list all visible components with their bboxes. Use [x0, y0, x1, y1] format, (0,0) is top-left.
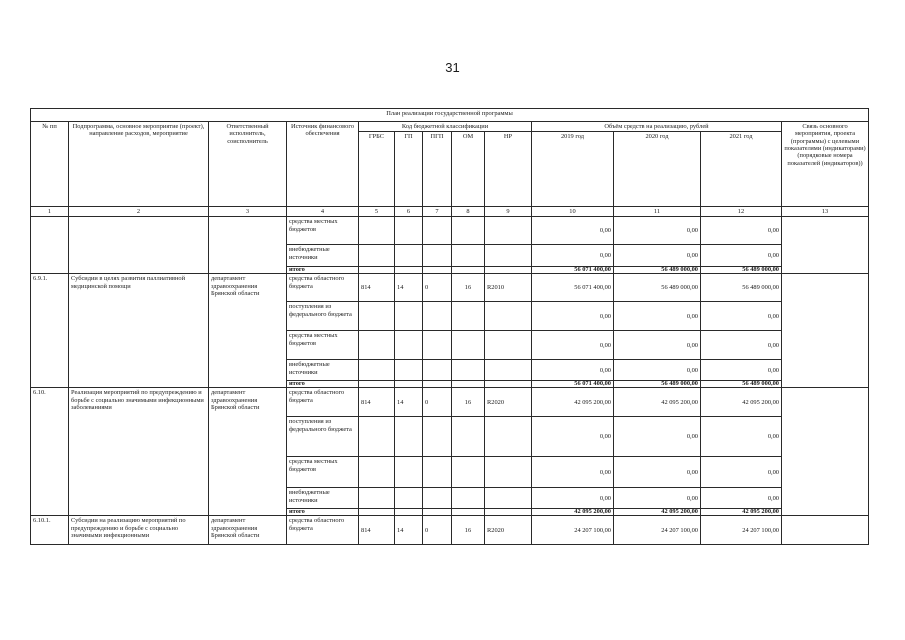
cell-grbs: 814: [359, 516, 395, 545]
cell-2019: 56 071 400,00: [532, 267, 614, 274]
cell-2020: 0,00: [614, 245, 701, 267]
col-num-2: 2: [69, 207, 209, 217]
cell-2020: 0,00: [614, 417, 701, 457]
cell-source: поступления из федерального бюджета: [287, 417, 359, 457]
header-np: НР: [485, 132, 532, 207]
header-2021: 2021 год: [701, 132, 782, 207]
cell-2019: 0,00: [532, 302, 614, 331]
col-num-6: 6: [395, 207, 423, 217]
cell-2020: 0,00: [614, 360, 701, 381]
cell-num: 6.10.1.: [31, 516, 69, 545]
header-source: Источник финансового обеспечения: [287, 122, 359, 207]
cell-2019: 24 207 100,00: [532, 516, 614, 545]
header-2020: 2020 год: [614, 132, 701, 207]
col-num-11: 11: [614, 207, 701, 217]
cell-num: 6.10.: [31, 388, 69, 516]
header-2019: 2019 год: [532, 132, 614, 207]
cell-2021: 56 489 000,00: [701, 267, 782, 274]
header-pgp: ПГП: [423, 132, 452, 207]
header-om: ОМ: [452, 132, 485, 207]
cell-link: [782, 217, 869, 274]
cell-source: средства местных бюджетов: [287, 457, 359, 488]
cell-2021: 56 489 000,00: [701, 381, 782, 388]
cell-2019: 0,00: [532, 217, 614, 245]
cell-source: средства местных бюджетов: [287, 331, 359, 360]
cell-2019: 0,00: [532, 331, 614, 360]
table-title: План реализации государственной программы: [31, 109, 869, 122]
cell-2021: 0,00: [701, 488, 782, 509]
cell-2021: 42 095 200,00: [701, 388, 782, 417]
cell-pgp: 0: [423, 274, 452, 302]
cell-source: итого: [287, 509, 359, 516]
col-num-5: 5: [359, 207, 395, 217]
cell-2021: 0,00: [701, 360, 782, 381]
table-row: [31, 217, 869, 245]
cell-2019: 0,00: [532, 417, 614, 457]
cell-2020: 0,00: [614, 302, 701, 331]
col-num-10: 10: [532, 207, 614, 217]
table-row: [31, 388, 869, 417]
cell-source: средства местных бюджетов: [287, 217, 359, 245]
cell-2019: 42 095 200,00: [532, 388, 614, 417]
header-row-1: [31, 122, 869, 132]
header-name: Подпрограмма, основное мероприятие (проект), направление расходов, мероприятие: [69, 122, 209, 207]
cell-pgp: 0: [423, 388, 452, 417]
cell-2020: 0,00: [614, 217, 701, 245]
cell-source: средства областного бюджета: [287, 274, 359, 302]
cell-name: [69, 217, 209, 274]
cell-om: 16: [452, 274, 485, 302]
cell-2019: 56 071 400,00: [532, 381, 614, 388]
cell-gp: 14: [395, 274, 423, 302]
cell-2021: 42 095 200,00: [701, 509, 782, 516]
cell-executor: департамент здравоохранения Брянской области: [209, 516, 287, 545]
cell-source: итого: [287, 381, 359, 388]
col-num-8: 8: [452, 207, 485, 217]
col-num-4: 4: [287, 207, 359, 217]
program-plan-table: [30, 108, 869, 545]
header-kbk: Код бюджетной классификации: [359, 122, 532, 132]
header-grbs: ГРБС: [359, 132, 395, 207]
cell-2019: 42 095 200,00: [532, 509, 614, 516]
cell-np: R2010: [485, 274, 532, 302]
cell-gp: 14: [395, 516, 423, 545]
cell-om: 16: [452, 516, 485, 545]
header-link: Связь основного мероприятия, проекта (программы) с целевыми показателями (индикаторами) (порядковые номера показателей (индикаторов)): [782, 122, 869, 207]
cell-pgp: 0: [423, 516, 452, 545]
cell-link: [782, 274, 869, 388]
table-row: [31, 516, 869, 545]
cell-source: внебюджетные источники: [287, 245, 359, 267]
cell-2021: 24 207 100,00: [701, 516, 782, 545]
cell-2021: 0,00: [701, 217, 782, 245]
cell-source: внебюджетные источники: [287, 360, 359, 381]
cell-om: 16: [452, 388, 485, 417]
cell-2021: 0,00: [701, 331, 782, 360]
cell-link: [782, 516, 869, 545]
col-num-9: 9: [485, 207, 532, 217]
cell-2021: 0,00: [701, 417, 782, 457]
cell-source: поступления из федерального бюджета: [287, 302, 359, 331]
cell-2020: 56 489 000,00: [614, 274, 701, 302]
col-num-13: 13: [782, 207, 869, 217]
cell-2021: 0,00: [701, 302, 782, 331]
cell-name: Субсидии в целях развития паллиативной медицинской помощи: [69, 274, 209, 388]
col-num-7: 7: [423, 207, 452, 217]
cell-2020: 56 489 000,00: [614, 267, 701, 274]
cell-gp: 14: [395, 388, 423, 417]
cell-grbs: 814: [359, 274, 395, 302]
col-num-3: 3: [209, 207, 287, 217]
cell-np: R2020: [485, 516, 532, 545]
cell-grbs: 814: [359, 388, 395, 417]
cell-2019: 56 071 400,00: [532, 274, 614, 302]
cell-source: итого: [287, 267, 359, 274]
cell-np: R2020: [485, 388, 532, 417]
cell-2020: 56 489 000,00: [614, 381, 701, 388]
cell-2021: 0,00: [701, 245, 782, 267]
cell-2019: 0,00: [532, 457, 614, 488]
cell-executor: [209, 217, 287, 274]
header-num: № пп: [31, 122, 69, 207]
col-num-12: 12: [701, 207, 782, 217]
column-number-row: [31, 207, 869, 217]
col-num-1: 1: [31, 207, 69, 217]
cell-executor: департамент здравоохранения Брянской области: [209, 388, 287, 516]
cell-link: [782, 388, 869, 516]
cell-2020: 42 095 200,00: [614, 509, 701, 516]
cell-num: 6.9.1.: [31, 274, 69, 388]
cell-2021: 0,00: [701, 457, 782, 488]
cell-num: [31, 217, 69, 274]
cell-2019: 0,00: [532, 245, 614, 267]
table-title-row: [31, 109, 869, 122]
cell-2020: 42 095 200,00: [614, 388, 701, 417]
cell-source: средства областного бюджета: [287, 388, 359, 417]
cell-2020: 24 207 100,00: [614, 516, 701, 545]
cell-source: внебюджетные источники: [287, 488, 359, 509]
cell-2020: 0,00: [614, 488, 701, 509]
cell-2020: 0,00: [614, 331, 701, 360]
cell-name: Субсидии на реализацию мероприятий по предупреждению и борьбе с социально значимыми инфекционными: [69, 516, 209, 545]
cell-2021: 56 489 000,00: [701, 274, 782, 302]
header-volume: Объём средств на реализацию, рублей: [532, 122, 782, 132]
cell-source: средства областного бюджета: [287, 516, 359, 545]
cell-2020: 0,00: [614, 457, 701, 488]
table-row: [31, 274, 869, 302]
cell-2019: 0,00: [532, 360, 614, 381]
header-executor: Ответственный исполнитель, соисполнитель: [209, 122, 287, 207]
cell-name: Реализация мероприятий по предупреждению и борьбе с социально значимыми инфекционными заболеваниями: [69, 388, 209, 516]
cell-executor: департамент здравоохранения Брянской области: [209, 274, 287, 388]
page-number: 31: [445, 60, 460, 75]
header-gp: ГП: [395, 132, 423, 207]
cell-2019: 0,00: [532, 488, 614, 509]
